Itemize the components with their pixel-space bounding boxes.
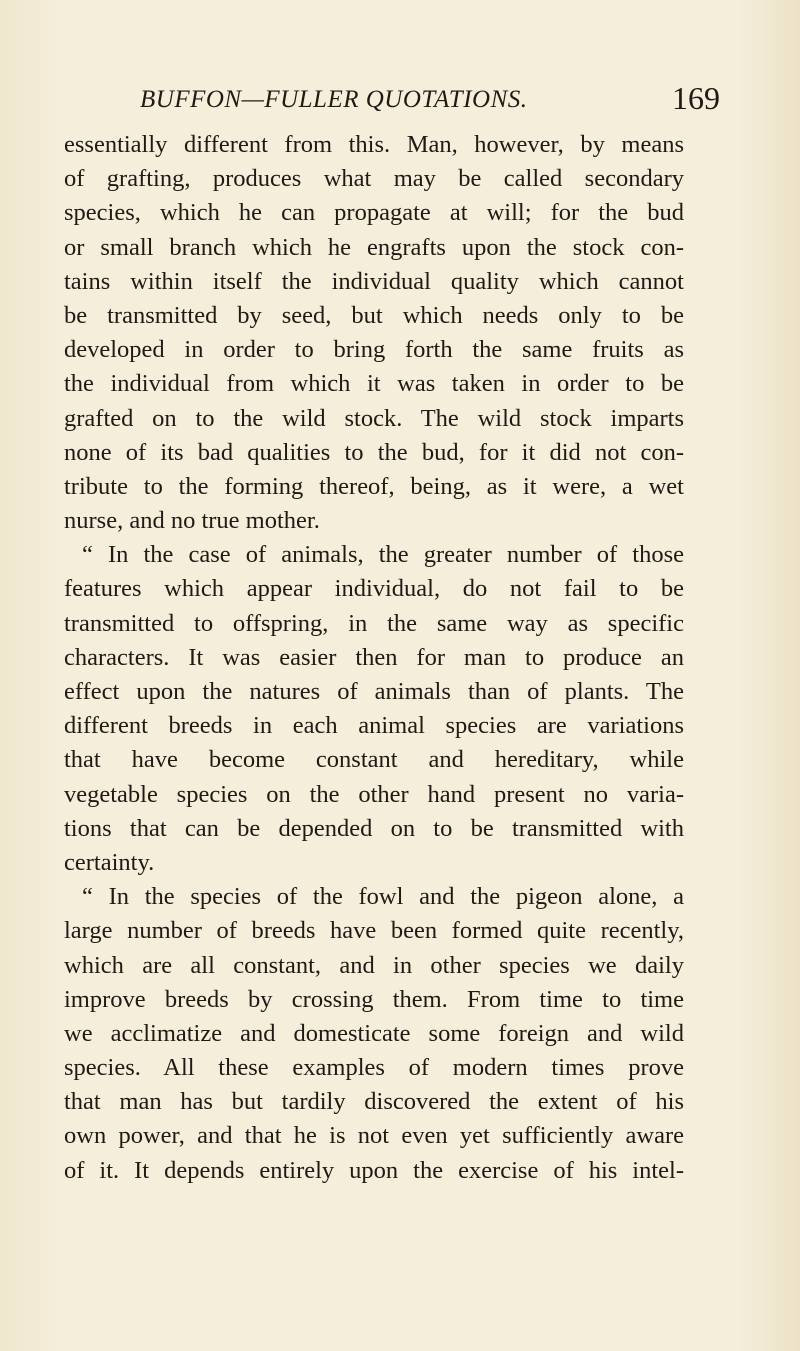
- text-line: of grafting, produces what may be called secondary: [64, 165, 684, 193]
- text-line: or small branch which he engrafts upon the stock con-: [64, 233, 684, 261]
- text-line: different breeds in each animal species are variations: [64, 712, 684, 740]
- text-line: own power, and that he is not even yet sufficiently aware: [64, 1122, 684, 1150]
- body-text: [64, 128, 684, 1188]
- text-line: species. All these examples of modern times prove: [64, 1054, 684, 1082]
- text-line: of it. It depends entirely upon the exercise of his intel-: [64, 1156, 684, 1184]
- text-line: that man has but tardily discovered the extent of his: [64, 1088, 684, 1116]
- text-line: tions that can be depended on to be transmitted with: [64, 814, 684, 842]
- text-line: characters. It was easier then for man to produce an: [64, 643, 684, 671]
- page-number: 169: [672, 80, 720, 116]
- text-line: transmitted to offspring, in the same way as specific: [64, 609, 684, 637]
- text-line: vegetable species on the other hand present no varia-: [64, 780, 684, 808]
- page-header: [140, 80, 720, 120]
- text-line: tains within itself the individual quality which cannot: [64, 267, 684, 295]
- text-line: we acclimatize and domesticate some foreign and wild: [64, 1019, 684, 1047]
- text-line: developed in order to bring forth the same fruits as: [64, 336, 684, 364]
- text-line: which are all constant, and in other species we daily: [64, 951, 684, 979]
- text-line: large number of breeds have been formed quite recently,: [64, 917, 684, 945]
- text-line: the individual from which it was taken in order to be: [64, 370, 684, 398]
- running-title: BUFFON—FULLER QUOTATIONS.: [140, 86, 528, 113]
- text-line: tribute to the forming thereof, being, as it were, a wet: [64, 472, 684, 500]
- text-line: species, which he can propagate at will; for the bud: [64, 199, 684, 227]
- text-line: be transmitted by seed, but which needs only to be: [64, 301, 684, 329]
- text-line: “ In the species of the fowl and the pigeon alone, a: [82, 883, 684, 911]
- text-line: effect upon the natures of animals than of plants. The: [64, 678, 684, 705]
- text-line: improve breeds by crossing them. From time to time: [64, 985, 684, 1013]
- text-line: essentially different from this. Man, however, by means: [64, 131, 684, 158]
- text-line: “ In the case of animals, the greater number of those: [82, 541, 684, 569]
- text-line: grafted on to the wild stock. The wild stock imparts: [64, 404, 684, 432]
- text-line: nurse, and no true mother.: [64, 507, 320, 535]
- text-line: that have become constant and hereditary, while: [64, 746, 684, 774]
- text-line: features which appear individual, do not fail to be: [64, 575, 684, 603]
- text-line: none of its bad qualities to the bud, for it did not con-: [64, 438, 684, 466]
- text-line: certainty.: [64, 848, 155, 876]
